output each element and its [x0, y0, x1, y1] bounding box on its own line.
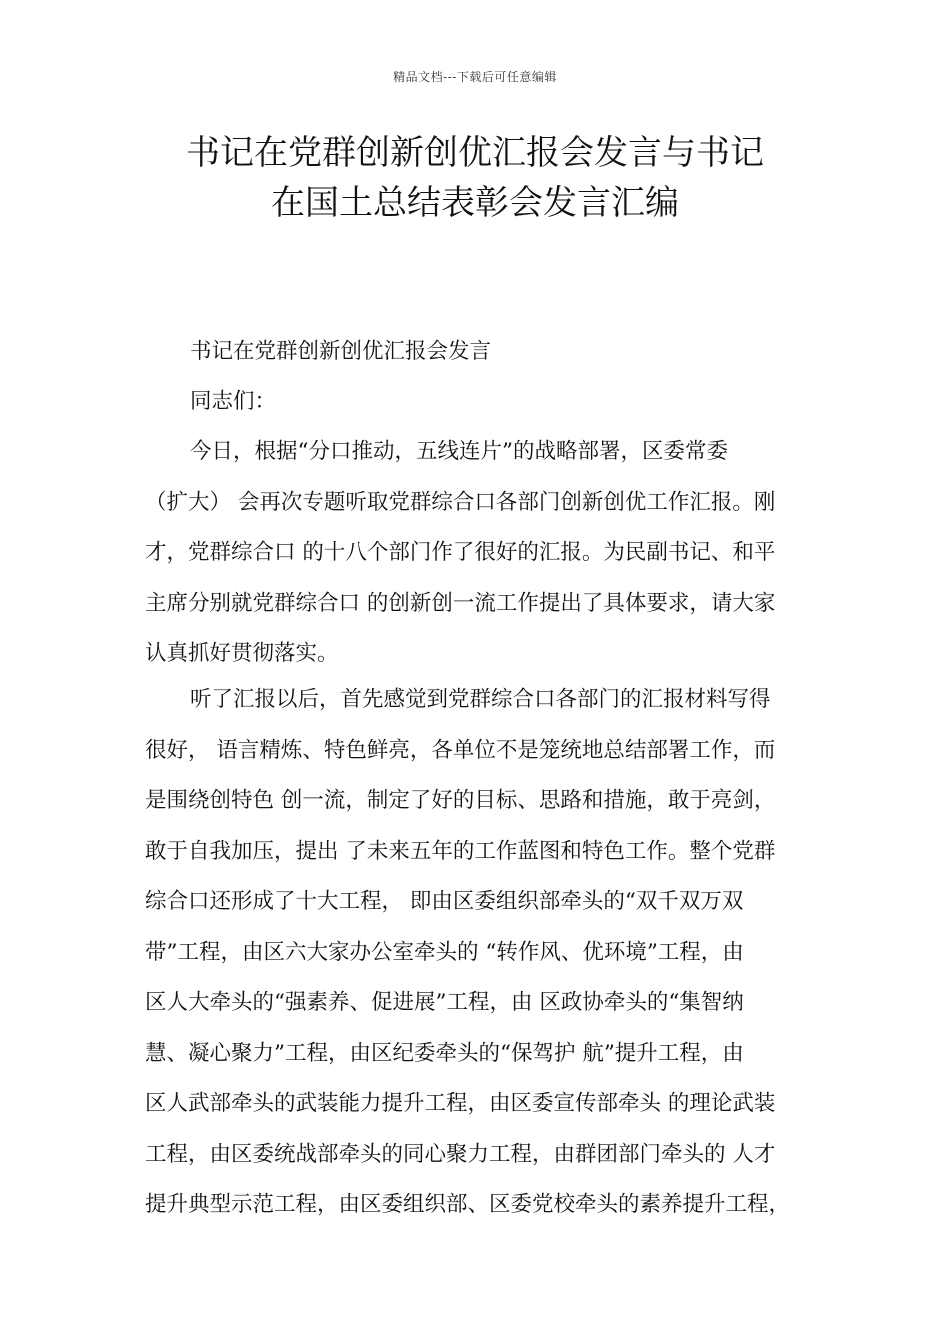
paragraph-line: 工程，由区委统战部牵头的同心聚力工程，由群团部门牵头的 人才: [145, 1141, 776, 1167]
section-heading: [145, 327, 810, 378]
paragraph-line: 区人大牵头的“强素养、促进展”工程，由 区政协牵头的“集智纳: [145, 990, 744, 1015]
salutation: [145, 377, 810, 428]
salutation-text: 同志们：: [190, 389, 277, 414]
paragraph-line: 主席分别就党群综合口 的创新创一流工作提出了具体要求，请大家: [145, 590, 776, 616]
page-header: 精品文档---下载后可任意编辑: [393, 70, 557, 84]
title-line: 在国土总结表彰会发言汇编: [271, 183, 679, 223]
title-line: 书记在党群创新创优汇报会发言与书记: [186, 133, 764, 173]
paragraph-line: （扩大） 会再次专题听取党群综合口各部门创新创优工作汇报。刚: [145, 489, 776, 515]
paragraph-line: 敢于自我加压，提出 了未来五年的工作蓝图和特色工作。整个党群: [145, 838, 776, 864]
section-heading-text: 书记在党群创新创优汇报会发言: [190, 339, 492, 364]
paragraph-line: 认真抓好贯彻落实。: [145, 641, 339, 666]
paragraph-line: 带”工程，由区六大家办公室牵头的 “转作风、优环境”工程，由: [145, 939, 744, 965]
document-title: [100, 128, 850, 228]
paragraph-line: 慧、凝心聚力”工程，由区纪委牵头的“保驾护 航”提升工程，由: [145, 1040, 744, 1066]
paragraph-line: 听了汇报以后，首先感觉到党群综合口各部门的汇报材料写得: [190, 687, 771, 712]
paragraph-line: 很好， 语言精炼、特色鲜亮，各单位不是笼统地总结部署工作，而: [145, 737, 776, 763]
paragraph-line: 提升典型示范工程，由区委组织部、区委党校牵头的素养提升工程，: [145, 1192, 791, 1217]
paragraph-line: 是围绕创特色 创一流，制定了好的目标、思路和措施，敢于亮剑，: [145, 788, 776, 813]
paragraph-line: 综合口还形成了十大工程， 即由区委组织部牵头的“双千双万双: [145, 889, 744, 914]
paragraph-line: 才，党群综合口 的十八个部门作了很好的汇报。为民副书记、和平: [145, 540, 776, 565]
paragraph-line: 区人武部牵头的武装能力提升工程，由区委宣传部牵头 的理论武装: [145, 1091, 776, 1116]
paragraph-1: [145, 427, 810, 680]
paragraph-line: 今日，根据“分口推动，五线连片”的战略部署，区委常委: [190, 439, 728, 464]
paragraph-2: [145, 675, 810, 1231]
